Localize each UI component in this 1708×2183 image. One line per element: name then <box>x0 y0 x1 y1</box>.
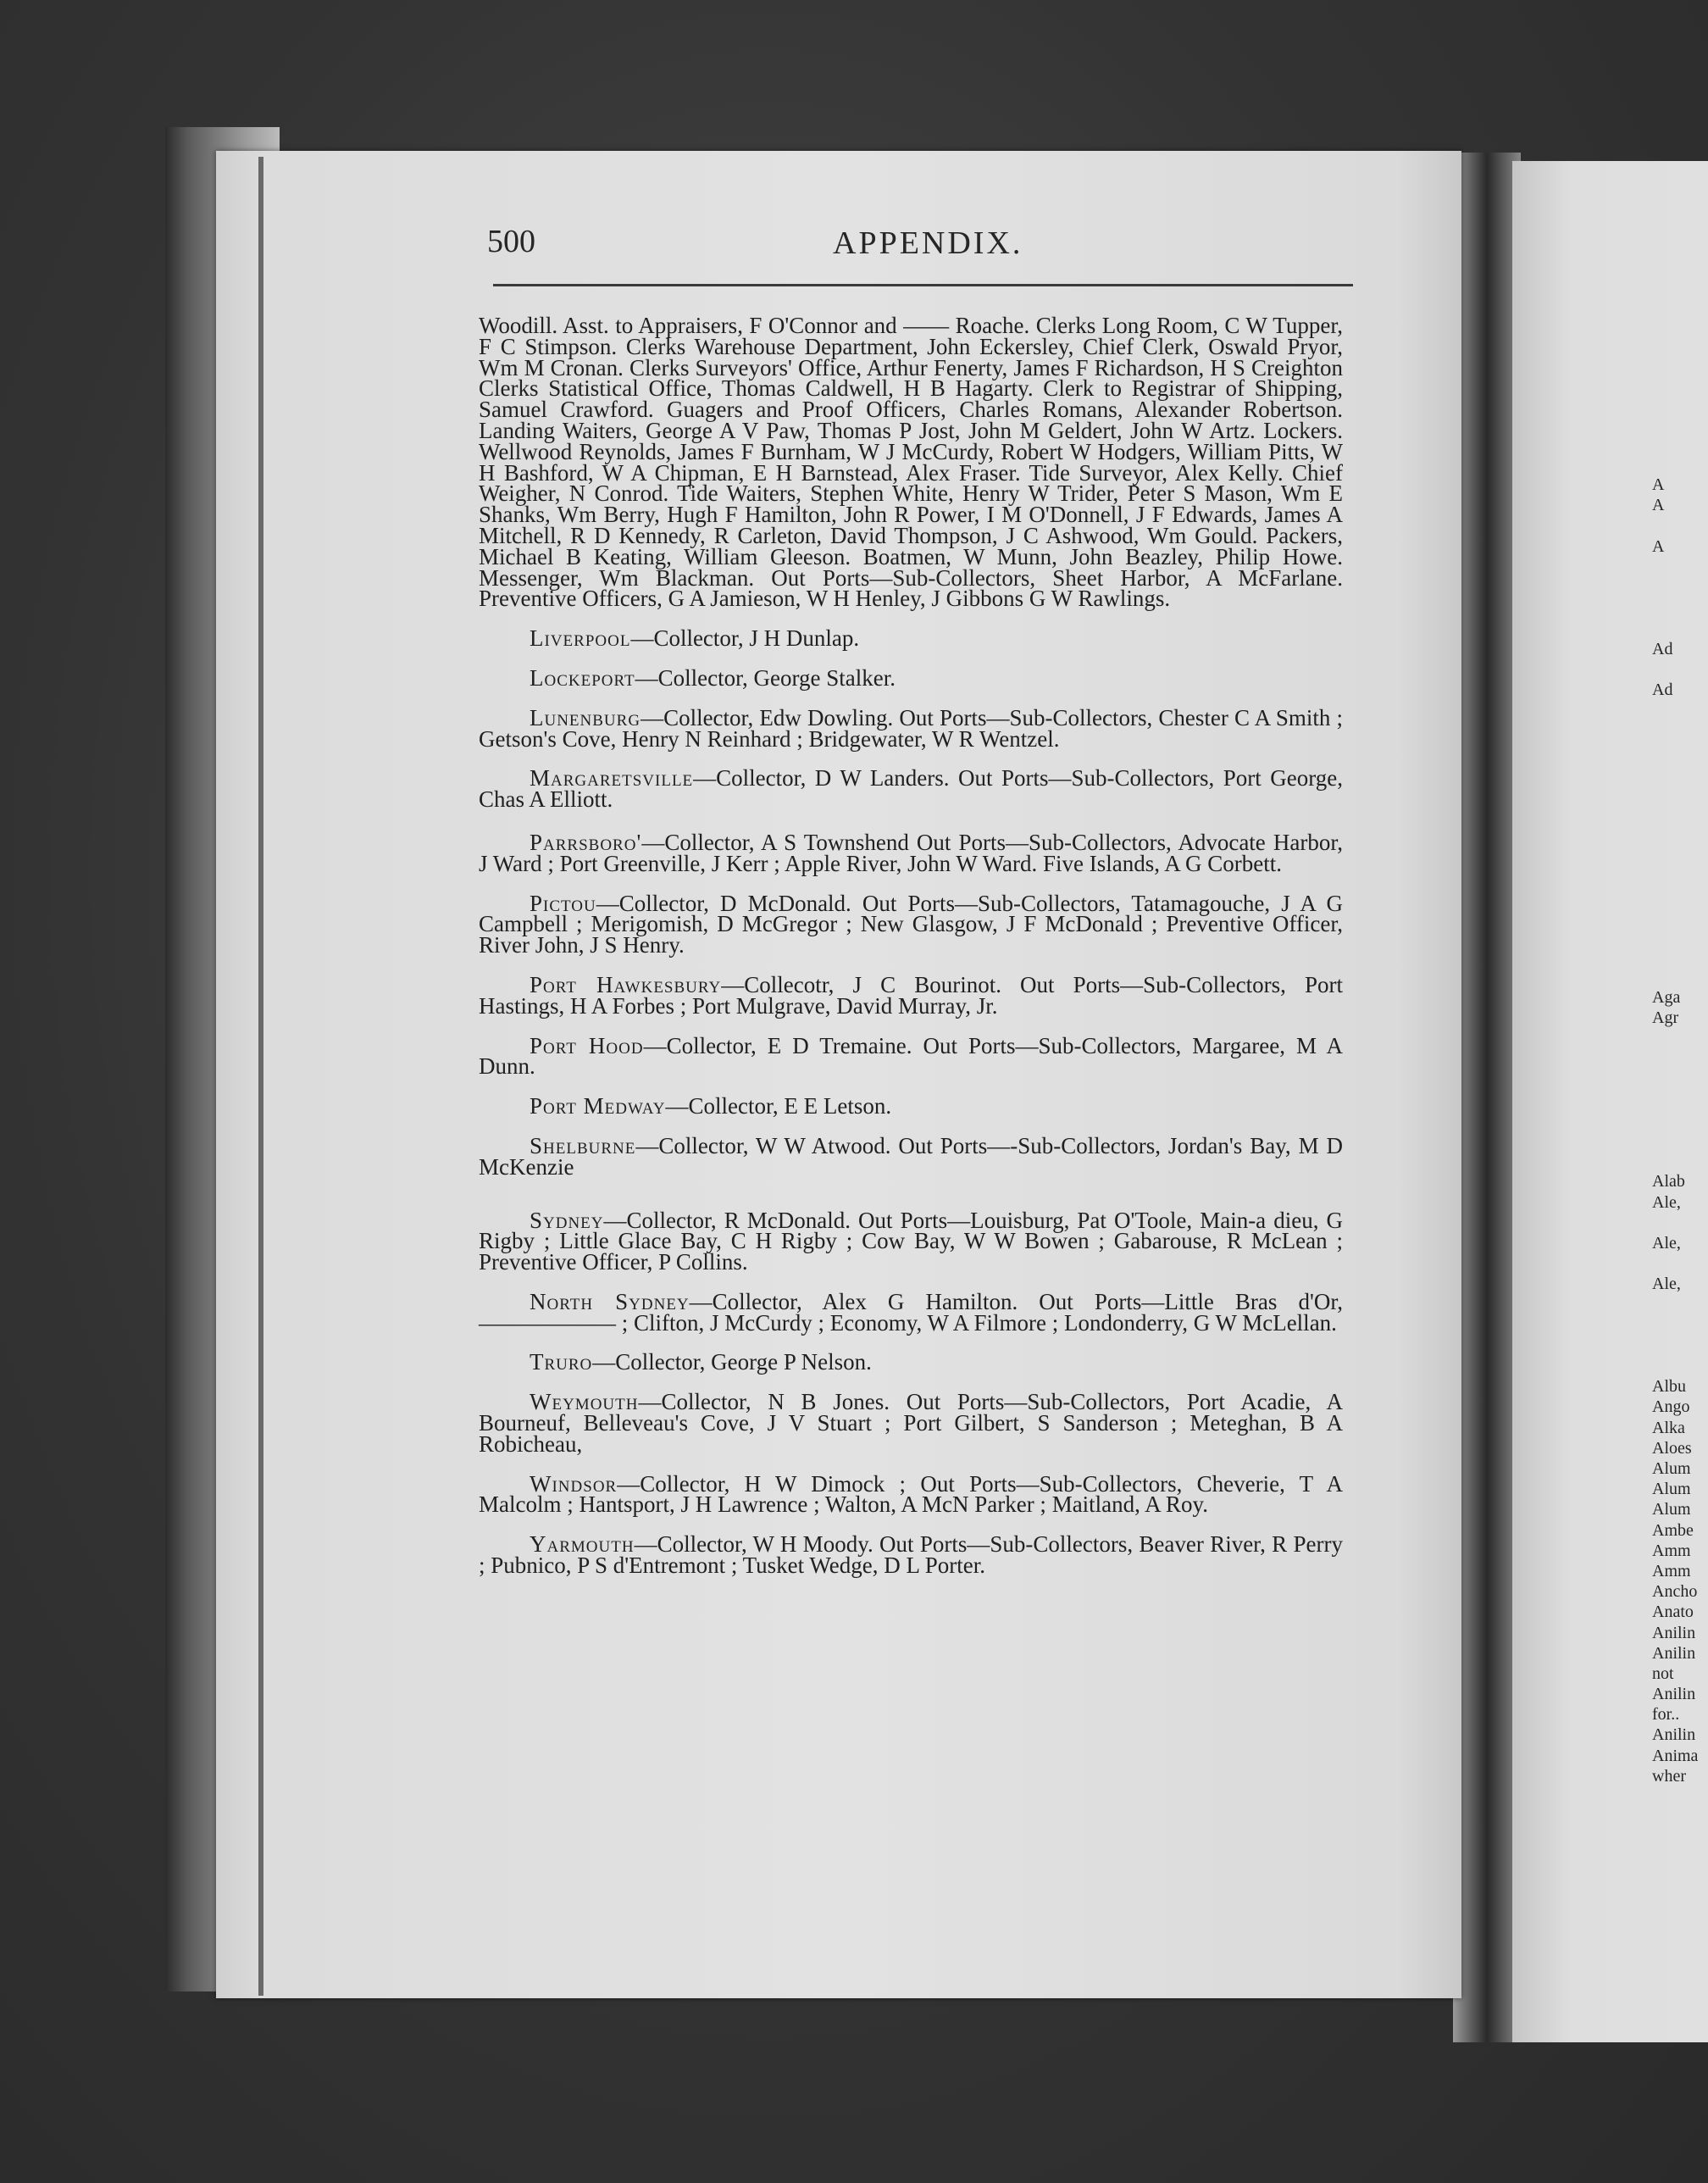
port-name: Liverpool <box>530 625 631 652</box>
facing-page-fragment <box>1652 843 1708 864</box>
port-officers: —Collector, W H Moody. Out Ports—Sub-Collectors, Beaver River, R Perry ; Pubnico, P S d'Entremont ; Tusket Wedge, D L Porter. <box>479 1531 1343 1579</box>
facing-page-fragment <box>1652 823 1708 843</box>
facing-page-fragment: wher <box>1652 1766 1686 1786</box>
facing-page-fragment <box>1652 577 1708 597</box>
facing-page-fragment <box>1652 720 1708 741</box>
port-name: Lunenburg <box>530 704 641 730</box>
facing-page-fragment: Ango <box>1652 1397 1690 1417</box>
facing-page-fragment <box>1652 597 1708 618</box>
facing-page-fragment: Ad <box>1652 639 1673 658</box>
port-entry <box>479 1531 1343 1579</box>
facing-page-fragment: A <box>1652 536 1665 556</box>
port-entry <box>479 1032 1344 1080</box>
page-edge-line <box>258 157 263 1996</box>
book-gutter <box>1453 153 1521 2042</box>
facing-page-fragment: Agr <box>1652 1008 1679 1027</box>
port-entry <box>479 625 1343 652</box>
facing-page-fragment: Anilin <box>1652 1643 1696 1663</box>
facing-page-fragment: Anato <box>1652 1603 1694 1622</box>
running-title: APPENDIX. <box>833 225 1023 261</box>
facing-page-fragment: for.. <box>1652 1705 1680 1725</box>
port-name: Port Medway <box>530 1093 666 1119</box>
facing-page-fragment <box>1652 1028 1708 1048</box>
port-name: Sydney <box>530 1207 604 1233</box>
port-officers: —Collector, R McDonald. Out Ports—Louisburg, Pat O'Toole, Main-a dieu, G Rigby ; Little Glace Bay, C H Rigby ; Cow Bay, W W Bowen ; Gabarouse, R McLean ; Preventive Officer, P Collins. <box>479 1207 1343 1275</box>
port-entry <box>479 1349 1343 1375</box>
facing-page-fragment <box>1652 1213 1708 1233</box>
opening-paragraph: Woodill. Asst. to Appraisers, F O'Connor and —— Roache. Clerks Long Room, C W Tupper, F C Stimpson. Clerks Warehouse Department, John Eckersley, Chief Clerk, Oswald Pryor, Wm M Cronan. Clerks Surveyors' Office, Arthur Fenerty, James F Richardson, H S Creighton Clerks Statistical Office, Thomas Caldwell, H B Hagarty. Clerk to Registrar of Shipping, Samuel Crawford. Guagers and Proof Officers, Charles Romans, Alexander Robertson. Landing Waiters, George A V Paw, Thomas P Jost, John M Geldert, John W Artz. Lockers. Wellwood Reynolds, James F Burnham, W J McCurdy, Robert W Hodgers, William Pitts, W H Bashford, W A Chipman, E H Barnstead, Alex Fraser. Tide Surveyor, Alex Kelly. Chief Weigher, N Conrod. Tide Waiters, Stephen White, Henry W Trider, Peter S Mason, Wm E Shanks, Wm Berry, Hugh F Hamilton, John R Power, I M O'Donnell, J F Edwards, James A Mitchell, R D Kennedy, R Carleton, David Thompson, J C Ashwood, Wm Gould. Packers, Michael B Keating, William Gleeson. Boatmen, W Munn, John Beazley, Philip Howe. Messenger, Wm Blackman. Out Ports—Sub-Collectors, Sheet Harbor, A McFarlane. Preventive Officers, G A Jamieson, W H Henley, J Gibbons G W Rawlings. <box>479 313 1343 612</box>
facing-page-fragment <box>1652 946 1708 966</box>
facing-page-fragment: Ale, <box>1652 1275 1681 1294</box>
port-name: Port Hood <box>530 1032 644 1058</box>
facing-page-fragment <box>1652 967 1708 987</box>
port-officers: —Collector, Edw Dowling. Out Ports—Sub-Collectors, Chester C A Smith ; Getson's Cove, Henry N Reinhard ; Bridgewater, W R Wentzel. <box>479 704 1343 752</box>
facing-page-fragment <box>1652 1295 1708 1315</box>
facing-page-fragment <box>1652 618 1708 638</box>
port-officers: —Collector, George Stalker. <box>635 664 896 691</box>
facing-page-fragment: Anilin <box>1652 1725 1696 1745</box>
port-officers: —Collector, H W Dimock ; Out Ports—Sub-Collectors, Cheverie, T A Malcolm ; Hantsport, J H Lawrence ; Walton, A McN Parker ; Maitland, A Roy. <box>479 1470 1343 1518</box>
facing-page-fragment <box>1652 885 1708 905</box>
facing-page-fragment <box>1652 515 1708 536</box>
port-name: Parrsboro' <box>530 829 642 855</box>
port-name: North Sydney <box>530 1288 690 1314</box>
facing-page-index-fragments <box>1652 475 1708 1786</box>
port-officers: —Collector, D McDonald. Out Ports—Sub-Collectors, Tatamagouche, J A G Campbell ; Merigomish, D McGregor ; New Glasgow, J F McDonald ; Preventive Officer, River John, J S Henry. <box>479 890 1343 958</box>
port-entry <box>479 1132 1343 1180</box>
port-officers: —Collector, E D Tremaine. Out Ports—Sub-Collectors, Margaree, M A Dunn. <box>479 1032 1344 1080</box>
facing-page-fragment: Ambe <box>1652 1520 1694 1540</box>
facing-page-fragment: Amm <box>1652 1561 1691 1580</box>
facing-page-fragment: Anilin <box>1652 1623 1696 1642</box>
facing-page-fragment: Alab <box>1652 1172 1685 1191</box>
facing-page-fragment: Ale, <box>1652 1233 1681 1253</box>
port-name: Pictou <box>530 890 596 916</box>
page-number: 500 <box>487 224 535 259</box>
facing-page-fragment <box>1652 762 1708 782</box>
port-entries <box>479 625 1344 1579</box>
facing-page-fragment <box>1652 1356 1708 1376</box>
facing-page-fragment: Amm <box>1652 1541 1691 1560</box>
facing-page-fragment <box>1652 925 1708 946</box>
facing-page-fragment <box>1652 905 1708 925</box>
facing-page-fragment <box>1652 1151 1708 1171</box>
facing-page-fragment <box>1652 864 1708 885</box>
port-officers: —Collector, A S Townshend Out Ports—Sub-Collectors, Advocate Harbor, J Ward ; Port Greenville, J Kerr ; Apple River, John W Ward. Five Islands, A G Corbett. <box>479 829 1343 876</box>
facing-page-fragment: Ancho <box>1652 1582 1698 1602</box>
port-entry <box>479 829 1343 876</box>
port-name: Truro <box>530 1349 593 1375</box>
facing-page-fragment: Ale, <box>1652 1192 1681 1212</box>
port-entry <box>479 971 1344 1019</box>
facing-page-fragment <box>1652 1110 1708 1130</box>
facing-page-fragment <box>1652 1130 1708 1151</box>
facing-page-fragment: Ad <box>1652 680 1673 699</box>
port-entry <box>479 664 1343 691</box>
port-name: Port Hawkesbury <box>530 971 722 997</box>
port-entry <box>479 1288 1343 1336</box>
port-name: Margaretsville <box>530 765 694 792</box>
running-head <box>487 216 1351 267</box>
port-officers: —Collector, E E Letson. <box>665 1093 892 1119</box>
facing-page-fragment: not <box>1652 1664 1674 1683</box>
port-officers: —Collector, J H Dunlap. <box>630 625 860 652</box>
port-entry <box>479 1470 1343 1518</box>
facing-page-fragment <box>1652 1090 1708 1110</box>
facing-page-fragment <box>1652 700 1708 720</box>
facing-page-fragment: Anima <box>1652 1746 1699 1765</box>
header-rule <box>493 284 1353 286</box>
port-name: Lockeport <box>530 664 635 691</box>
facing-page-fragment <box>1652 803 1708 823</box>
facing-page-fragment: Alka <box>1652 1418 1685 1437</box>
port-officers: —Collector, George P Nelson. <box>592 1349 872 1375</box>
port-entry <box>479 890 1343 958</box>
facing-page-fragment <box>1652 1069 1708 1089</box>
port-entry <box>479 1207 1343 1275</box>
port-officers: —Collector, W W Atwood. Out Ports—-Sub-Collectors, Jordan's Bay, M D McKenzie <box>479 1132 1343 1180</box>
facing-page-fragment <box>1652 782 1708 803</box>
facing-page-fragment <box>1652 1336 1708 1356</box>
facing-page-fragment <box>1652 741 1708 761</box>
port-name: Windsor <box>530 1470 618 1497</box>
facing-page-fragment <box>1652 1253 1708 1274</box>
facing-page-fragment: Alum <box>1652 1500 1691 1519</box>
facing-page-fragment: Anilin <box>1652 1685 1696 1704</box>
facing-page-fragment: Aloes <box>1652 1438 1692 1458</box>
port-entry <box>479 765 1343 813</box>
port-name: Yarmouth <box>530 1531 635 1558</box>
facing-page-fragment: A <box>1652 475 1665 494</box>
port-officers: —Collecotr, J C Bourinot. Out Ports—Sub-Collectors, Port Hastings, H A Forbes ; Port Mulgrave, David Murray, Jr. <box>479 971 1344 1019</box>
port-entry <box>479 1093 1343 1119</box>
facing-page-fragment: Alum <box>1652 1480 1691 1499</box>
port-officers: —Collector, Alex G Hamilton. Out Ports—Little Bras d'Or, —————— ; Clifton, J McCurdy ; Economy, W A Filmore ; Londonderry, G W McLellan. <box>479 1288 1343 1336</box>
facing-page-fragment <box>1652 659 1708 680</box>
port-entry <box>479 1389 1343 1457</box>
port-officers: —Collector, D W Landers. Out Ports—Sub-Collectors, Port George, Chas A Elliott. <box>479 765 1343 813</box>
facing-page-fragment <box>1652 1048 1708 1069</box>
facing-page-fragment <box>1652 1315 1708 1336</box>
facing-page-fragment: A <box>1652 496 1665 515</box>
port-officers: —Collector, N B Jones. Out Ports—Sub-Collectors, Port Acadie, A Bourneuf, Belleveau's Cove, J V Stuart ; Port Gilbert, S Sanderson ; Meteghan, B A Robicheau, <box>479 1389 1343 1457</box>
port-name: Weymouth <box>530 1389 639 1415</box>
facing-page-fragment: Albu <box>1652 1377 1686 1397</box>
appendix-text <box>479 313 1344 1579</box>
port-name: Shelburne <box>530 1132 636 1158</box>
facing-page-fragment: Alum <box>1652 1459 1691 1478</box>
port-entry <box>479 704 1343 752</box>
facing-page-fragment: Aga <box>1652 987 1681 1007</box>
facing-page-fragment <box>1652 557 1708 577</box>
